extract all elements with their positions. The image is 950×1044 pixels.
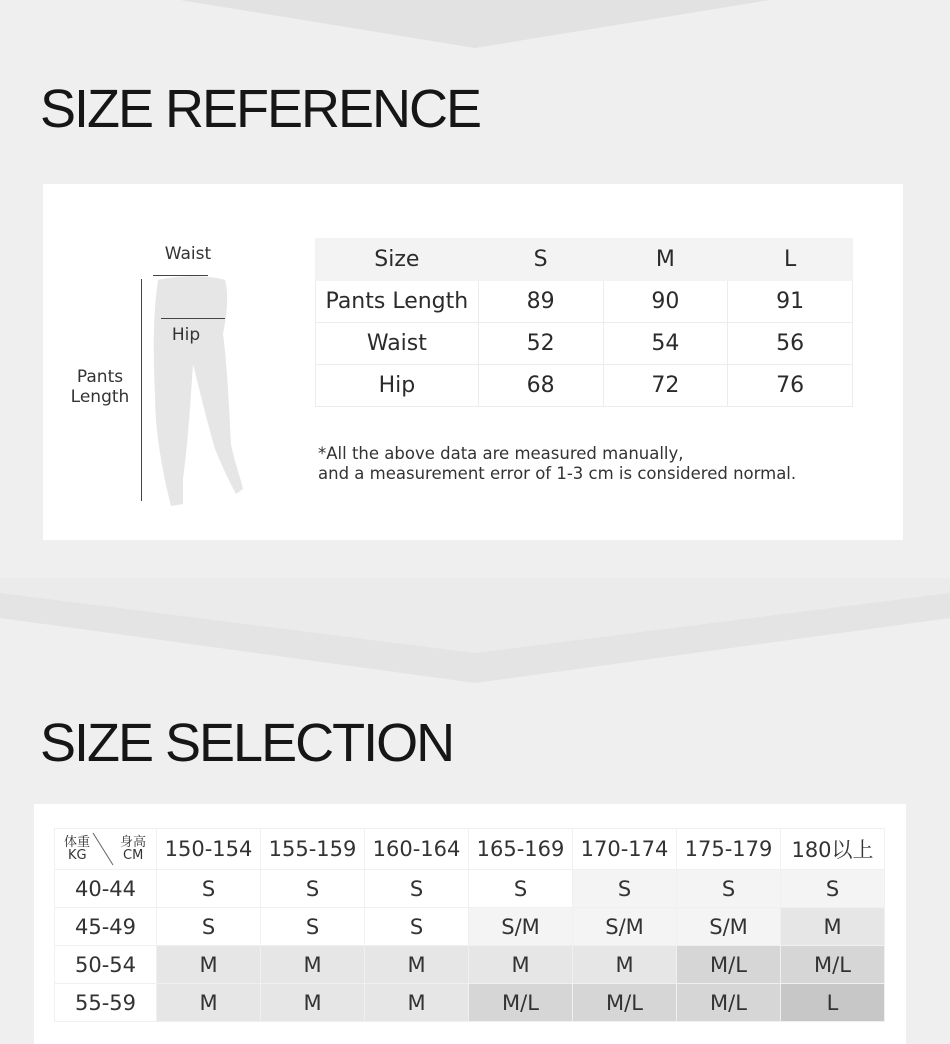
size-cell: S xyxy=(365,908,469,946)
table-row xyxy=(55,908,885,946)
table-cell: Pants Length xyxy=(316,281,479,323)
size-cell: M xyxy=(261,946,365,984)
size-selection-table xyxy=(54,828,885,1022)
measurement-note-line1: *All the above data are measured manually, xyxy=(318,444,684,463)
table-header-cell: Size xyxy=(316,239,479,281)
size-cell: S/M xyxy=(573,908,677,946)
table-row xyxy=(316,323,853,365)
size-cell: M xyxy=(157,946,261,984)
waist-line xyxy=(153,275,208,276)
size-cell: S xyxy=(157,870,261,908)
corner-cell xyxy=(55,829,157,870)
pants-length-label xyxy=(55,367,145,407)
table-cell: Hip xyxy=(316,365,479,407)
table-cell: 89 xyxy=(478,281,603,323)
size-reference-card xyxy=(43,184,903,540)
table-row xyxy=(55,984,885,1022)
pants-length-label-line1: Pants xyxy=(76,367,124,387)
size-reference-table xyxy=(315,238,853,407)
table-row xyxy=(55,870,885,908)
height-label: 身高 xyxy=(120,835,147,850)
height-column-header: 165-169 xyxy=(469,829,573,870)
height-column-header: 180以上 xyxy=(781,829,885,870)
size-cell: S xyxy=(781,870,885,908)
size-cell: S xyxy=(261,870,365,908)
table-header-row xyxy=(316,239,853,281)
table-header-cell: M xyxy=(603,239,728,281)
weight-row-header: 50-54 xyxy=(55,946,157,984)
table-row xyxy=(316,281,853,323)
size-cell: S xyxy=(157,908,261,946)
weight-row-header: 55-59 xyxy=(55,984,157,1022)
size-cell: L xyxy=(781,984,885,1022)
table-header-row xyxy=(55,829,885,870)
height-column-header: 170-174 xyxy=(573,829,677,870)
height-column-header: 155-159 xyxy=(261,829,365,870)
size-cell: S xyxy=(573,870,677,908)
measurement-note xyxy=(318,444,796,484)
size-cell: S xyxy=(469,870,573,908)
size-cell: M xyxy=(365,984,469,1022)
top-chevron-decoration xyxy=(0,0,950,60)
size-cell: M xyxy=(781,908,885,946)
weight-row-header: 45-49 xyxy=(55,908,157,946)
table-cell: 72 xyxy=(603,365,728,407)
pants-length-label-line2: Length xyxy=(70,387,130,407)
size-cell: M/L xyxy=(781,946,885,984)
middle-chevron-decoration xyxy=(0,548,950,688)
size-cell: M/L xyxy=(573,984,677,1022)
weight-row-header: 40-44 xyxy=(55,870,157,908)
table-header-cell: S xyxy=(478,239,603,281)
height-column-header: 160-164 xyxy=(365,829,469,870)
pants-figure xyxy=(143,274,263,514)
size-selection-title: SIZE SELECTION xyxy=(40,713,454,773)
size-cell: M xyxy=(365,946,469,984)
size-cell: S xyxy=(261,908,365,946)
size-cell: S xyxy=(365,870,469,908)
table-header-cell: L xyxy=(728,239,853,281)
hip-line xyxy=(161,318,225,319)
table-cell: 91 xyxy=(728,281,853,323)
size-cell: S/M xyxy=(469,908,573,946)
size-cell: M xyxy=(157,984,261,1022)
table-row xyxy=(316,365,853,407)
table-cell: 90 xyxy=(603,281,728,323)
measurement-note-line2: and a measurement error of 1-3 cm is considered normal. xyxy=(318,464,797,483)
size-selection-card xyxy=(34,804,906,1044)
size-cell: S xyxy=(677,870,781,908)
size-cell: M xyxy=(573,946,677,984)
size-cell: M/L xyxy=(677,946,781,984)
hip-label: Hip xyxy=(171,325,201,345)
height-unit-label: CM xyxy=(123,848,144,863)
table-cell: 56 xyxy=(728,323,853,365)
size-cell: M/L xyxy=(469,984,573,1022)
table-row xyxy=(55,946,885,984)
size-cell: M/L xyxy=(677,984,781,1022)
height-column-header: 175-179 xyxy=(677,829,781,870)
table-cell: 54 xyxy=(603,323,728,365)
waist-label: Waist xyxy=(164,244,212,264)
weight-unit-label: KG xyxy=(68,848,87,863)
size-cell: S/M xyxy=(677,908,781,946)
table-cell: Waist xyxy=(316,323,479,365)
table-cell: 76 xyxy=(728,365,853,407)
size-cell: M xyxy=(469,946,573,984)
table-cell: 68 xyxy=(478,365,603,407)
size-cell: M xyxy=(261,984,365,1022)
size-reference-title: SIZE REFERENCE xyxy=(40,79,481,139)
table-cell: 52 xyxy=(478,323,603,365)
height-column-header: 150-154 xyxy=(157,829,261,870)
weight-label: 体重 xyxy=(64,835,91,850)
